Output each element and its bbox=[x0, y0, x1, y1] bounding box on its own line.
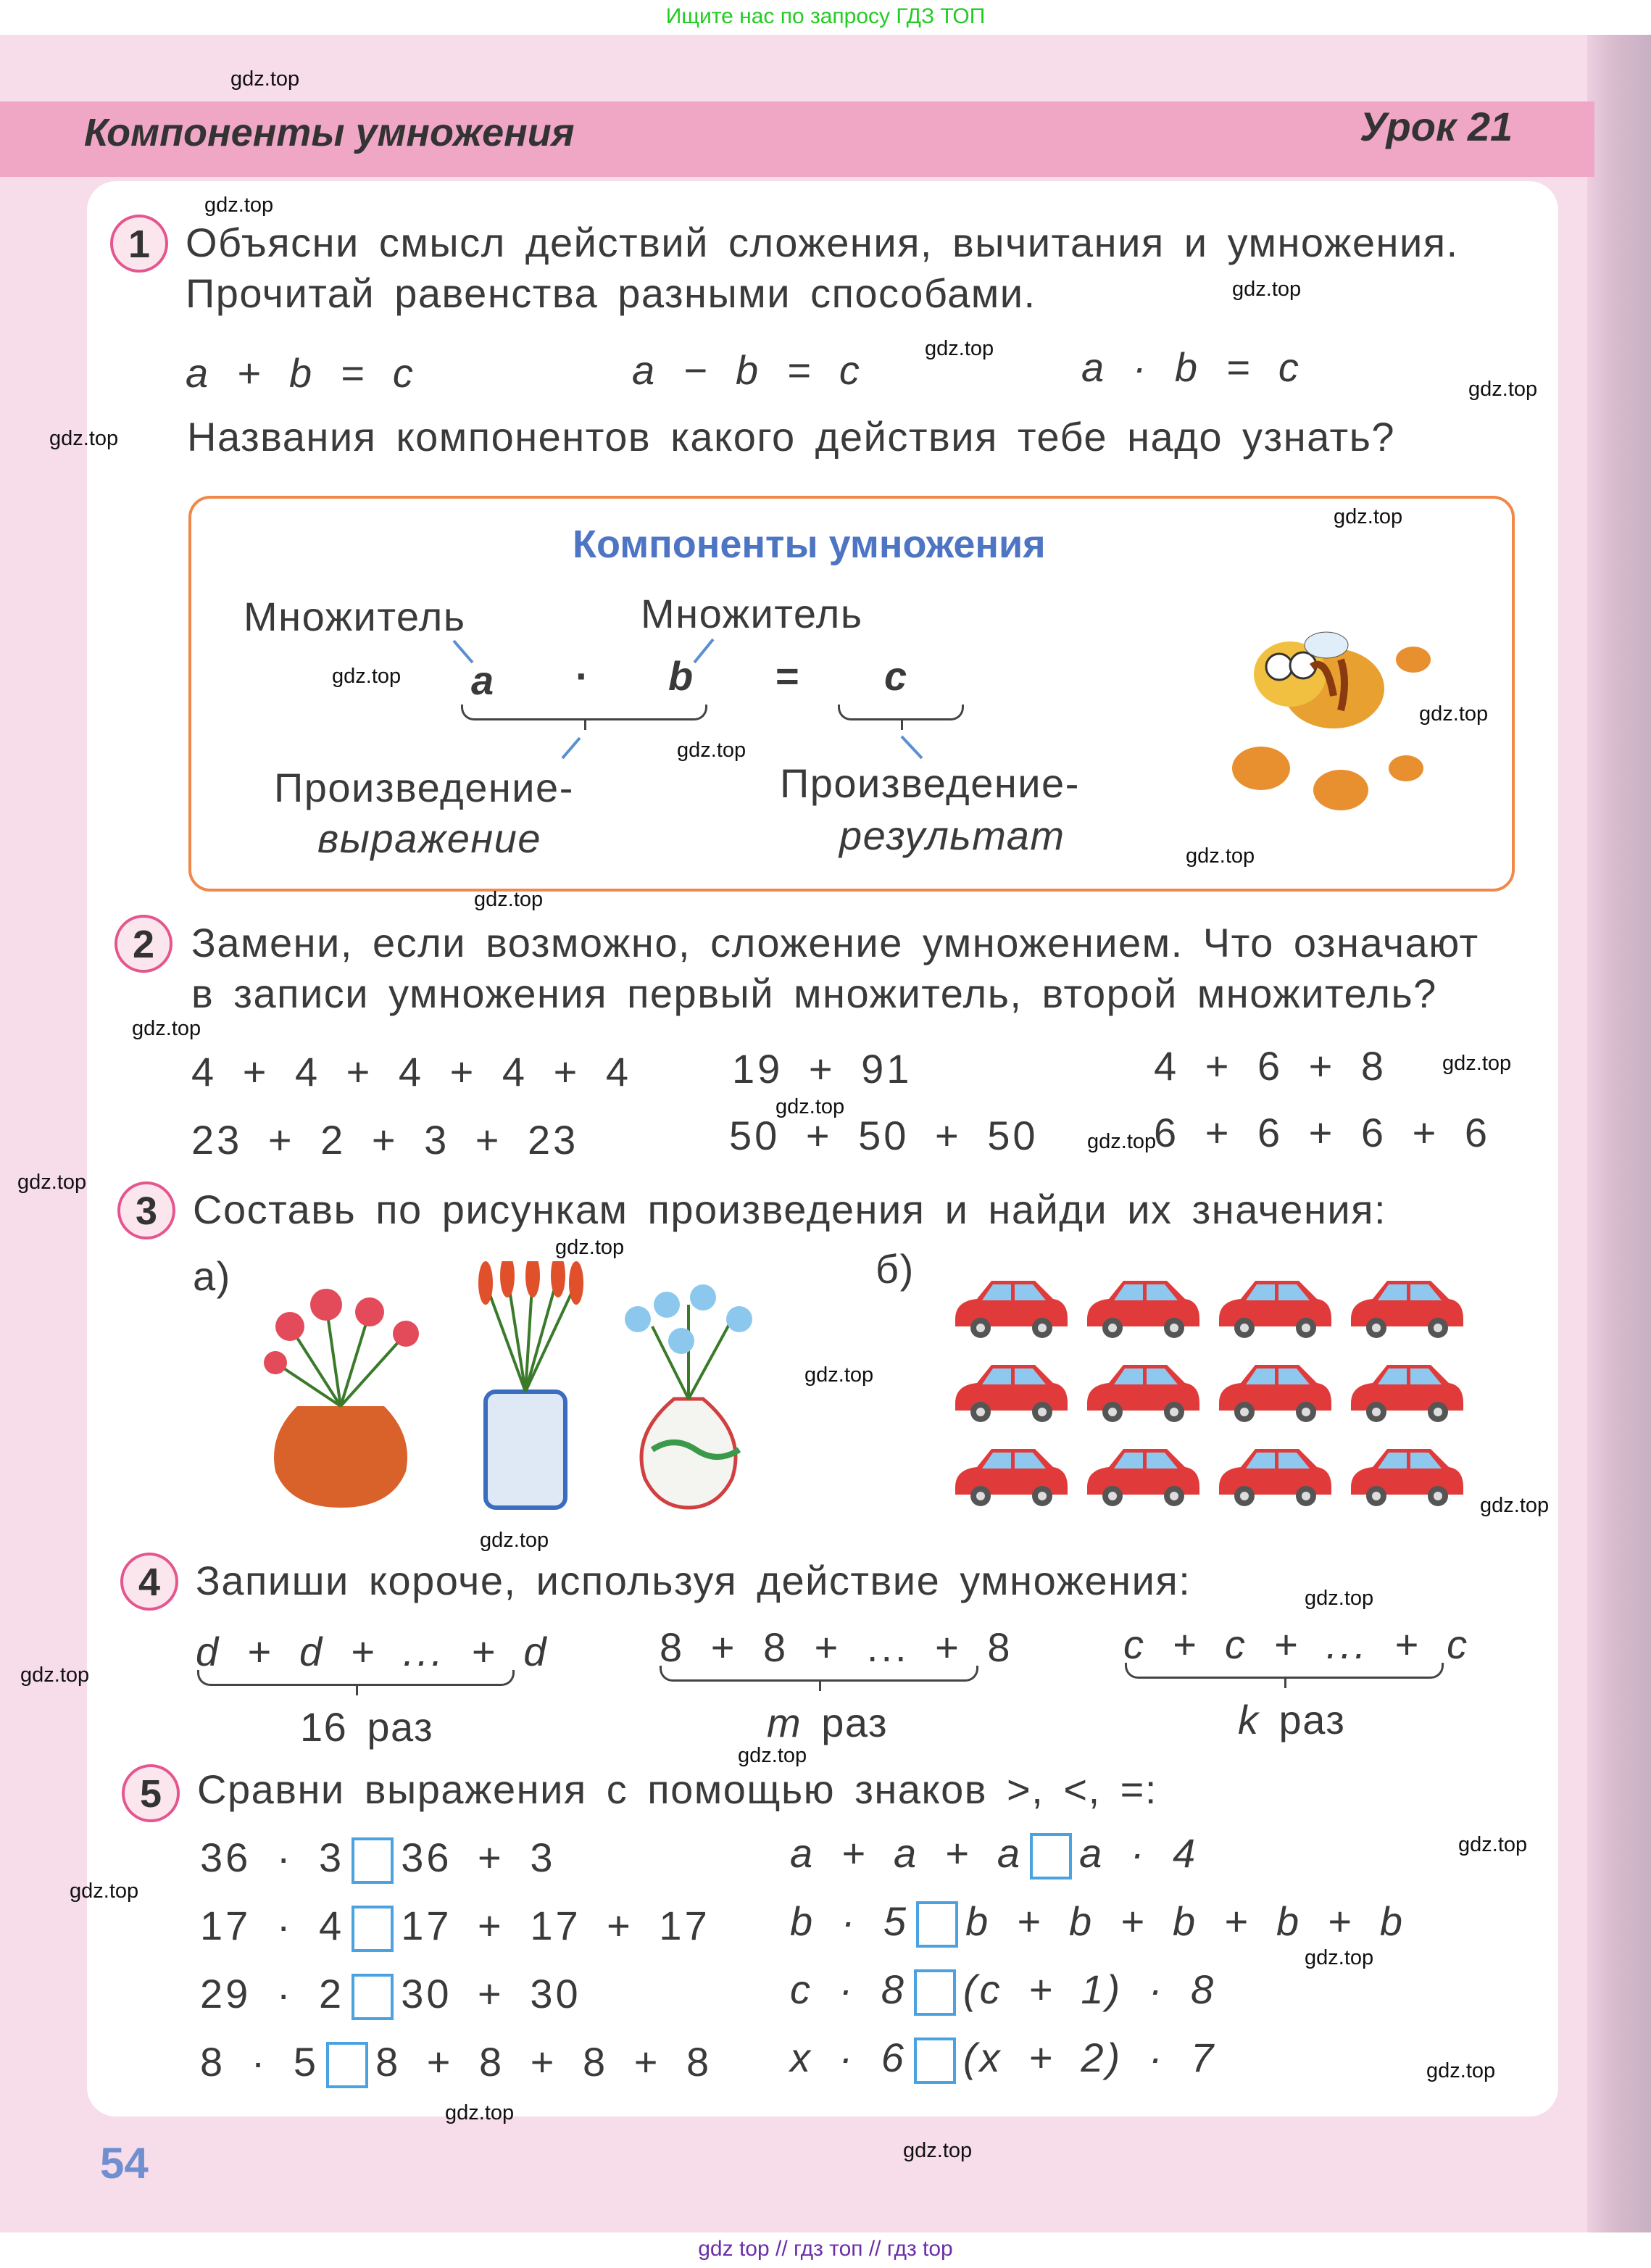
brace-result bbox=[838, 705, 964, 720]
task-number-1: 1 bbox=[110, 215, 168, 273]
comparison-row bbox=[790, 1898, 1405, 1948]
expression: 6 + 6 + 6 + 6 bbox=[1154, 1110, 1491, 1155]
watermark: gdz.top bbox=[1087, 1130, 1157, 1153]
comparison-right: 36 + 3 bbox=[401, 1835, 556, 1880]
comparison-left: a + a + a bbox=[790, 1830, 1023, 1876]
factor-a: a bbox=[471, 657, 497, 703]
comparison-answer-box[interactable] bbox=[916, 1901, 958, 1948]
watermark: gdz.top bbox=[1458, 1833, 1528, 1856]
comparison-left: 36 · 3 bbox=[200, 1835, 345, 1880]
label-factor-2: Множитель bbox=[641, 591, 863, 636]
comparison-left: 8 · 5 bbox=[200, 2039, 320, 2085]
label-product-result-2: результат bbox=[839, 813, 1065, 858]
comparison-answer-box[interactable] bbox=[352, 1837, 394, 1884]
watermark: gdz.top bbox=[1468, 378, 1538, 401]
watermark: gdz.top bbox=[1442, 1052, 1512, 1075]
label-factor-1: Множитель bbox=[244, 594, 466, 639]
watermark: gdz.top bbox=[775, 1095, 845, 1118]
watermark: gdz.top bbox=[230, 67, 300, 91]
watermark: gdz.top bbox=[1480, 1494, 1550, 1517]
car bbox=[1351, 1449, 1463, 1506]
comparison-answer-box[interactable] bbox=[326, 2042, 368, 2088]
components-box-title: Компоненты умножения bbox=[573, 523, 1046, 566]
label-product-result-1: Произведение- bbox=[780, 760, 1080, 806]
watermark: gdz.top bbox=[677, 739, 747, 762]
car bbox=[1087, 1449, 1199, 1506]
label-b: б) bbox=[876, 1246, 915, 1292]
comparison-row bbox=[200, 2038, 712, 2088]
watermark: gdz.top bbox=[1232, 278, 1302, 301]
comparison-right: b + b + b + b + b bbox=[965, 1898, 1406, 1944]
expression-8: 8 + 8 + ... + 8 bbox=[660, 1624, 1013, 1670]
comparison-right: (x + 2) · 7 bbox=[962, 2035, 1217, 2080]
comparison-row bbox=[200, 1834, 555, 1884]
task5-text: Сравни выражения с помощью знаков >, <, =: bbox=[197, 1766, 1157, 1812]
watermark: gdz.top bbox=[1426, 2059, 1496, 2082]
car bbox=[1219, 1281, 1331, 1338]
page-edge bbox=[1587, 35, 1651, 2232]
task-number-5: 5 bbox=[122, 1764, 180, 1822]
task1-question: Названия компонентов какого действия тебе надо узнать? bbox=[187, 414, 1396, 460]
comparison-left: x · 6 bbox=[790, 2035, 907, 2080]
equation-subtraction: a − b = c bbox=[632, 347, 862, 393]
comparison-row bbox=[790, 1966, 1216, 2016]
comparison-right: (c + 1) · 8 bbox=[962, 1966, 1217, 2012]
comparison-right: 30 + 30 bbox=[401, 1971, 581, 2016]
comparison-answer-box[interactable] bbox=[1030, 1833, 1072, 1879]
equals-sign: = bbox=[775, 653, 802, 699]
footer-links[interactable]: gdz top // гдз топ // гдз top bbox=[698, 2237, 953, 2261]
times-word: раз bbox=[802, 1700, 889, 1745]
watermark: gdz.top bbox=[1334, 505, 1403, 528]
watermark: gdz.top bbox=[445, 2101, 515, 2124]
task1-line2: Прочитай равенства разными способами. bbox=[186, 270, 1036, 316]
label-m-times bbox=[767, 1699, 888, 1746]
comparison-left: 29 · 2 bbox=[200, 1971, 345, 2016]
expression-c: c + c + ... + c bbox=[1123, 1621, 1471, 1667]
factor-b: b bbox=[668, 653, 696, 699]
watermark: gdz.top bbox=[132, 1017, 201, 1040]
variable-k: k bbox=[1238, 1697, 1260, 1742]
label-a: а) bbox=[193, 1253, 231, 1299]
expression: 4 + 6 + 8 bbox=[1154, 1043, 1387, 1089]
expression: 23 + 2 + 3 + 23 bbox=[191, 1117, 579, 1163]
watermark: gdz.top bbox=[738, 1744, 807, 1767]
page-title: Компоненты умножения bbox=[84, 111, 575, 154]
brace-d bbox=[197, 1670, 515, 1686]
top-banner: Ищите нас по запросу ГДЗ ТОП bbox=[0, 0, 1651, 35]
bees-illustration bbox=[1218, 623, 1450, 841]
task2-line1: Замени, если возможно, сложение умножением. Что означают bbox=[191, 920, 1479, 965]
brace-c bbox=[1125, 1663, 1444, 1679]
comparison-left: 17 · 4 bbox=[200, 1903, 345, 1948]
comparison-answer-box[interactable] bbox=[914, 1969, 956, 2016]
task3-text: Составь по рисункам произведения и найди их значения: bbox=[193, 1187, 1387, 1232]
task4-text: Запиши короче, используя действие умножения: bbox=[196, 1558, 1192, 1603]
watermark: gdz.top bbox=[1419, 702, 1489, 726]
comparison-row bbox=[200, 1902, 710, 1952]
car bbox=[1219, 1449, 1331, 1506]
comparison-right: a · 4 bbox=[1079, 1830, 1199, 1876]
label-product-expression-2: выражение bbox=[317, 815, 542, 861]
vase-blue bbox=[478, 1261, 583, 1508]
watermark: gdz.top bbox=[903, 2139, 973, 2162]
watermark: gdz.top bbox=[480, 1529, 549, 1552]
watermark: gdz.top bbox=[804, 1363, 874, 1387]
watermark: gdz.top bbox=[204, 194, 274, 217]
watermark: gdz.top bbox=[1305, 1587, 1374, 1610]
comparison-row bbox=[790, 1829, 1198, 1879]
task-number-2: 2 bbox=[115, 915, 172, 973]
variable-m: m bbox=[767, 1700, 802, 1745]
watermark: gdz.top bbox=[17, 1171, 87, 1194]
watermark: gdz.top bbox=[1305, 1946, 1374, 1969]
expression: 19 + 91 bbox=[732, 1046, 912, 1092]
vase-striped bbox=[625, 1284, 752, 1508]
car bbox=[955, 1449, 1068, 1506]
comparison-row bbox=[790, 2034, 1216, 2084]
expression: 50 + 50 + 50 bbox=[729, 1113, 1039, 1158]
product-c: c bbox=[884, 653, 910, 699]
watermark: gdz.top bbox=[925, 337, 994, 360]
page-number: 54 bbox=[100, 2139, 149, 2188]
expression-d: d + d + ... + d bbox=[196, 1629, 549, 1674]
brace-expression bbox=[461, 705, 707, 720]
comparison-left: c · 8 bbox=[790, 1966, 907, 2012]
label-16-times: 16 раз bbox=[300, 1704, 434, 1750]
label-k-times bbox=[1238, 1696, 1345, 1743]
brace-8 bbox=[660, 1666, 978, 1682]
task-number-3: 3 bbox=[117, 1181, 175, 1239]
task1-line1: Объясни смысл действий сложения, вычитания и умножения. bbox=[186, 220, 1459, 265]
label-product-expression-1: Произведение- bbox=[274, 765, 574, 810]
car bbox=[955, 1365, 1068, 1422]
comparison-answer-box[interactable] bbox=[352, 1906, 394, 1952]
equation-multiplication: a · b = c bbox=[1081, 344, 1302, 390]
car bbox=[1219, 1365, 1331, 1422]
watermark: gdz.top bbox=[1186, 844, 1255, 868]
car bbox=[1351, 1365, 1463, 1422]
car bbox=[1087, 1365, 1199, 1422]
expression: 4 + 4 + 4 + 4 + 4 bbox=[191, 1049, 632, 1094]
dot-sign: · bbox=[575, 653, 592, 699]
comparison-row bbox=[200, 1970, 581, 2020]
comparison-right: 17 + 17 + 17 bbox=[401, 1903, 710, 1948]
vase-red bbox=[264, 1289, 419, 1508]
car bbox=[1351, 1281, 1463, 1338]
watermark: gdz.top bbox=[70, 1879, 139, 1903]
equation-addition: a + b = c bbox=[186, 350, 416, 396]
comparison-answer-box[interactable] bbox=[352, 1974, 394, 2020]
watermark: gdz.top bbox=[332, 665, 402, 688]
watermark: gdz.top bbox=[20, 1663, 90, 1687]
watermark: gdz.top bbox=[474, 888, 544, 911]
cars-grid-illustration bbox=[942, 1261, 1464, 1508]
lesson-number: Урок 21 bbox=[1360, 104, 1513, 149]
watermark: gdz.top bbox=[49, 427, 119, 450]
comparison-right: 8 + 8 + 8 + 8 bbox=[375, 2039, 712, 2085]
task2-line2: в записи умножения первый множитель, второй множитель? bbox=[191, 971, 1437, 1016]
comparison-left: b · 5 bbox=[790, 1898, 910, 1944]
task-number-4: 4 bbox=[120, 1553, 178, 1611]
comparison-answer-box[interactable] bbox=[914, 2038, 956, 2084]
car bbox=[1087, 1281, 1199, 1338]
times-word: раз bbox=[1259, 1697, 1346, 1742]
flower-vases-illustration bbox=[246, 1261, 775, 1522]
car bbox=[955, 1281, 1068, 1338]
watermark: gdz.top bbox=[555, 1236, 625, 1259]
